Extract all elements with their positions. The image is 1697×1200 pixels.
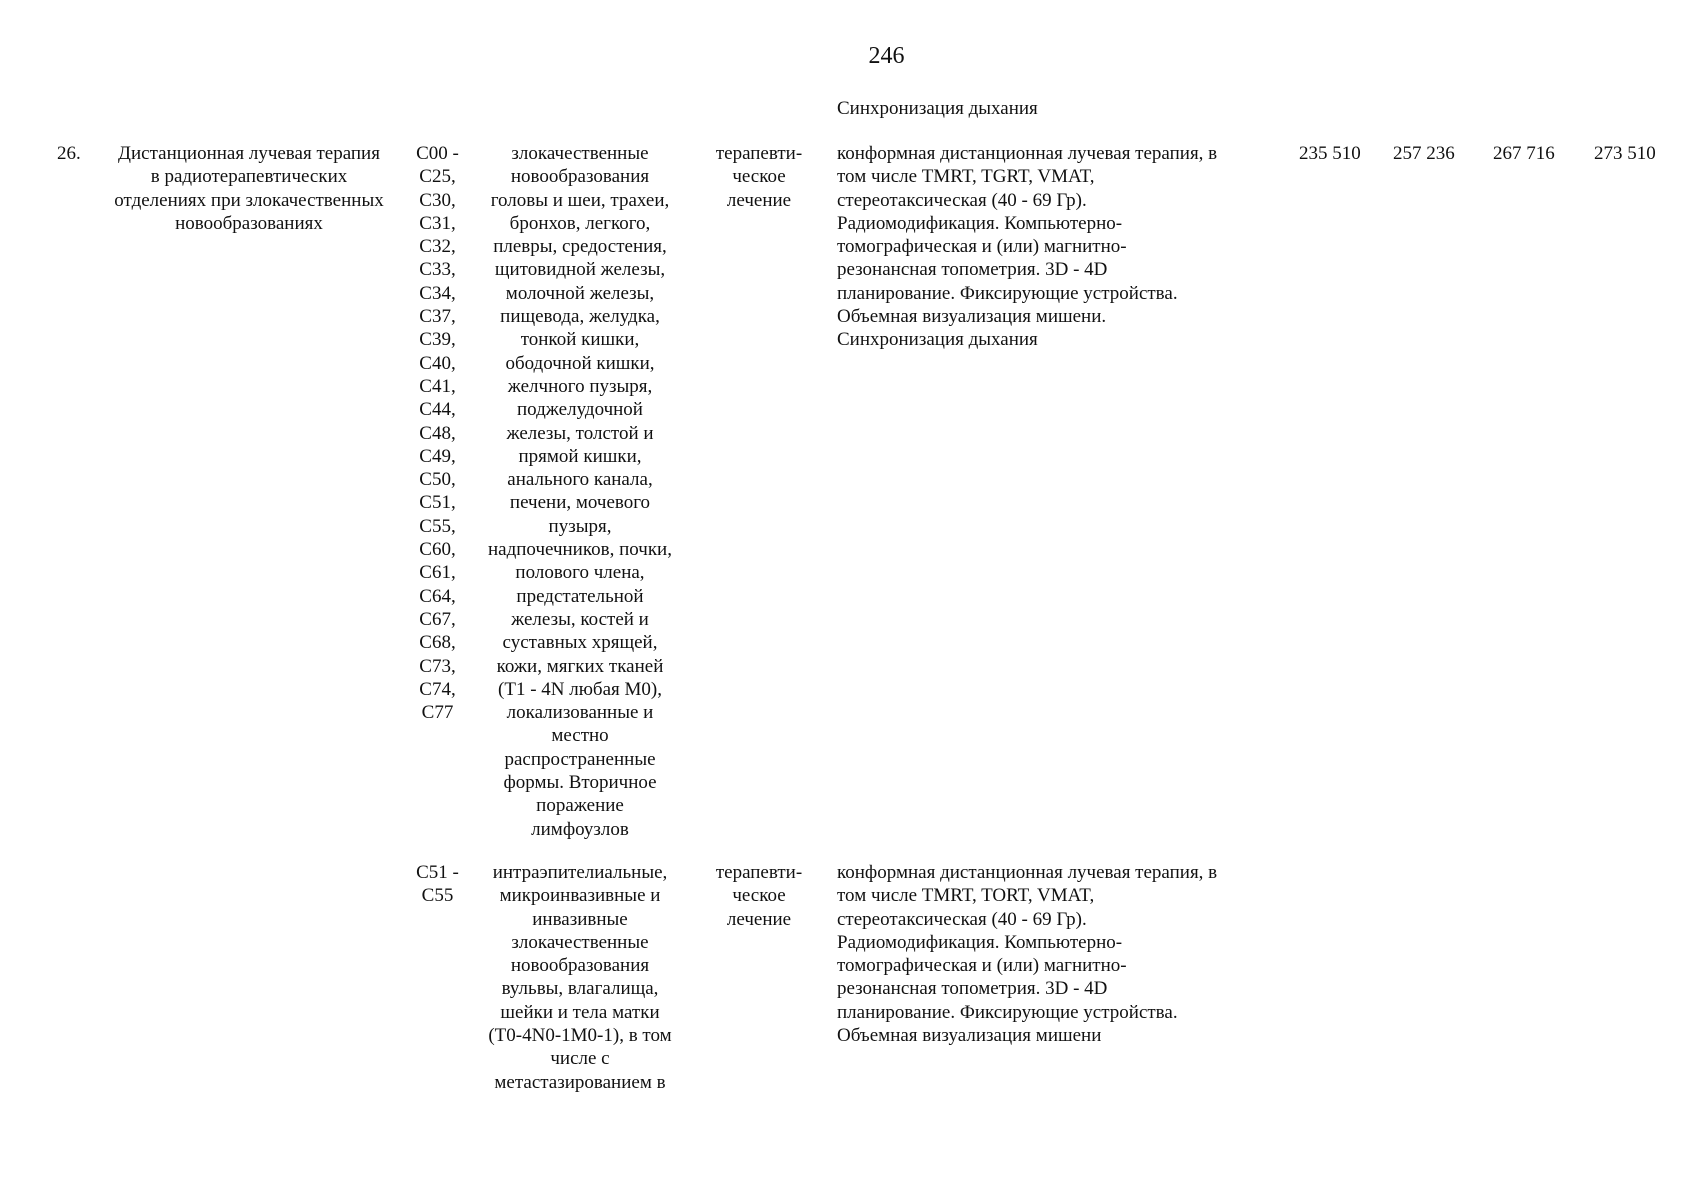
row-treatment-method: конформная дистанционная лучевая терапия, в том числе TMRT, TGRT, VMAT, стереотаксическая (40 - 69 Гр). Радиомодификация. Компьютерно- томографическая и (или) магнитно- резонансная топометрия. 3D - 4D планирование. Фиксирующие устройства. Объемная визуализация мишени. Синхронизация дыхания: [837, 143, 1218, 351]
row-cost-1: 235 510: [1299, 143, 1361, 164]
row-treatment-type: терапевти- ческое лечение: [715, 143, 803, 211]
row-codes: C00 - C25, C30, C31, C32, C33, C34, C37, C39, C40, C41, C44, C48, C49, C50, C51, C55, C60, C61, C64, C67, C68, C73, C74, C77: [416, 143, 459, 724]
row-index: 26.: [57, 143, 81, 164]
row-treatment-method: конформная дистанционная лучевая терапия, в том числе TMRT, TORT, VMAT, стереотаксическая (40 - 69 Гр). Радиомодификация. Компьютерно- томографическая и (или) магнитно- резонансная топометрия. 3D - 4D планирование. Фиксирующие устройства. Объемная визуализация мишени: [837, 862, 1218, 1047]
row-cost-2: 257 236: [1393, 143, 1455, 164]
row-patient-model: интраэпителиальные, микроинвазивные и инвазивные злокачественные новообразования вульвы, влагалища, шейки и тела матки (T0-4N0-1M0-1), в том числе с метастазированием в: [488, 862, 672, 1093]
page-number: 246: [868, 43, 905, 69]
row-cost-4: 273 510: [1594, 143, 1656, 164]
row-title: Дистанционная лучевая терапия в радиотерапевтических отделениях при злокачественных новообразованиях: [114, 143, 384, 234]
row-patient-model: злокачественные новообразования головы и шеи, трахеи, бронхов, легкого, плевры, средостения, щитовидной железы, молочной железы, пищевода, желудка, тонкой кишки, ободочной кишки, желчного пузыря, поджелудочной железы, толстой и прямой кишки, анального канала, печени, мочевого пузыря, надпочечников, почки, полового члена, предстательной железы, костей и суставных хрящей, кожи, мягких тканей (T1 - 4N любая M0), локализованные и местно распространенные формы. Вторичное поражение лимфоузлов: [488, 143, 672, 840]
row-codes: C51 - C55: [416, 862, 459, 907]
row-treatment-type: терапевти- ческое лечение: [715, 862, 803, 930]
row-cost-3: 267 716: [1493, 143, 1555, 164]
continuation-method-text: Синхронизация дыхания: [837, 98, 1038, 119]
